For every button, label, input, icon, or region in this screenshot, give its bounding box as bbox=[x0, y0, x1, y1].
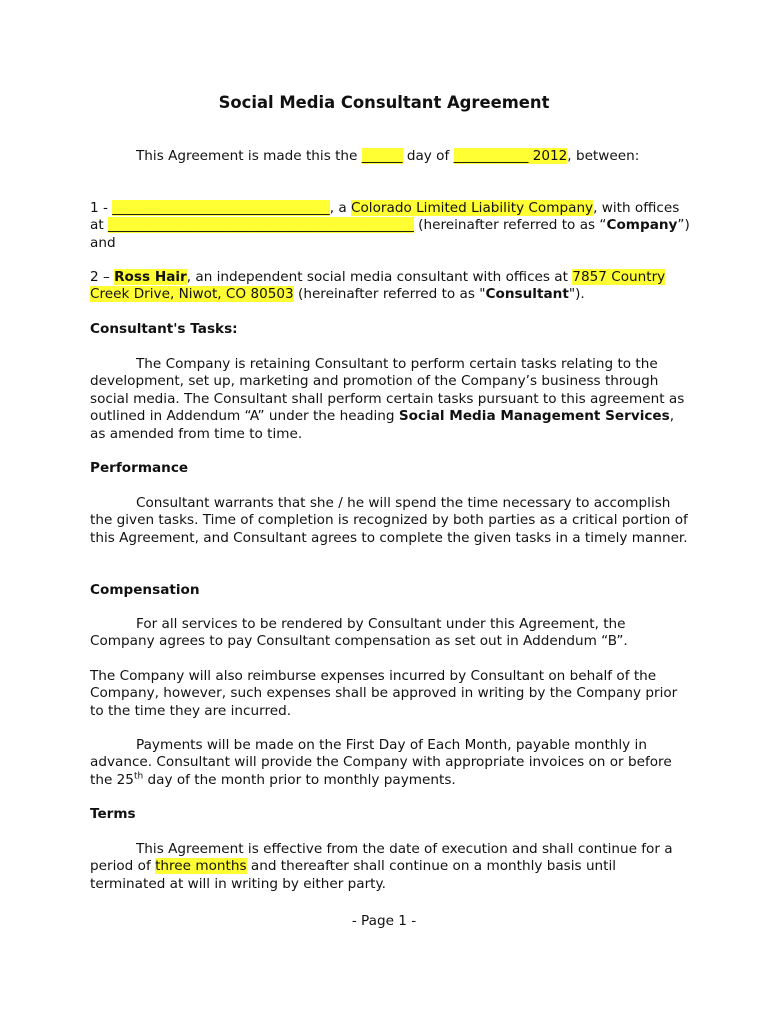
party-two-text-3: "). bbox=[568, 286, 585, 303]
party-two-address: 7857 Country Creek Drive, Niwot, CO 80503 bbox=[90, 269, 666, 303]
consultant-term: Consultant bbox=[485, 286, 569, 303]
party-one-prefix: 1 - bbox=[90, 200, 113, 216]
company-term: Company bbox=[606, 217, 678, 234]
performance-paragraph: Consultant warrants that she / he will spend the time necessary to accomplish the given tasks. Time of completion is recognized by both parties as a critical portion of this Agreement, and Consultant agrees to complete the given tasks in a timely manner. bbox=[90, 495, 688, 546]
party-one-text: , a bbox=[329, 200, 351, 216]
party-one-text-3: (hereinafter referred to as “ bbox=[413, 217, 607, 234]
terms-paragraph bbox=[90, 841, 690, 893]
intro-text-3: , between: bbox=[567, 148, 640, 164]
intro-paragraph bbox=[90, 148, 690, 165]
payments-text: Payments will be made on the First Day of Each Month, payable monthly in advance. Consultant will provide the Company with appropriate invoices on or before the 25 bbox=[90, 737, 672, 788]
performance-heading: Performance bbox=[90, 460, 189, 476]
party-one-text-4: ”) and bbox=[90, 217, 690, 251]
party-two-paragraph bbox=[90, 269, 690, 304]
terms-period: three months bbox=[155, 858, 247, 875]
party-one-name-blank: ________________________________ bbox=[112, 200, 330, 216]
document-title: Social Media Consultant Agreement bbox=[218, 93, 550, 112]
intro-text-2: day of bbox=[402, 148, 454, 164]
compensation-paragraph-2: The Company will also reimburse expenses incurred by Consultant on behalf of the Company, however, such expenses shall be approved in writing by the Company prior to the time they are incurred. bbox=[90, 668, 678, 719]
tasks-text: The Company is retaining Consultant to perform certain tasks relating to the development, set up, marketing and promotion of the Company’s business through social media. The Consultant shall perform certain tasks pursuant to this agreement as outlined in Addendum “A” under the heading bbox=[90, 356, 685, 425]
page-number: - Page 1 - bbox=[351, 913, 417, 929]
compensation-paragraph-1: For all services to be rendered by Consultant under this Agreement, the Company agrees to pay Consultant compensation as set out in Addendum “B”. bbox=[90, 616, 628, 650]
ordinal-suffix: th bbox=[133, 771, 144, 782]
party-two-text-2: (hereinafter referred to as " bbox=[293, 286, 486, 303]
tasks-paragraph bbox=[90, 356, 690, 443]
intro-text: This Agreement is made this the bbox=[136, 148, 362, 164]
party-one-entity-type: Colorado Limited Liability Company bbox=[351, 200, 594, 216]
party-one-address-blank: _____________________________________________ bbox=[107, 217, 414, 234]
tasks-heading: Consultant's Tasks: bbox=[90, 321, 238, 337]
party-two-prefix: 2 – bbox=[90, 269, 115, 285]
party-two-text: , an independent social media consultant with offices at bbox=[186, 269, 573, 285]
compensation-heading: Compensation bbox=[90, 582, 200, 598]
terms-text-2: and thereafter shall continue on a monthly basis until terminated at will in writing by either party. bbox=[90, 858, 617, 892]
tasks-bold-term: Social Media Management Services bbox=[398, 408, 670, 425]
party-one-paragraph bbox=[90, 200, 690, 252]
payments-text-2: day of the month prior to monthly payments. bbox=[143, 771, 456, 788]
tasks-text-2: , as amended from time to time. bbox=[90, 408, 675, 442]
compensation-paragraph-3 bbox=[90, 737, 690, 789]
party-one-text-2: , with offices at bbox=[90, 200, 680, 234]
terms-heading: Terms bbox=[90, 806, 136, 822]
party-two-name: Ross Hair bbox=[114, 269, 187, 285]
terms-text: This Agreement is effective from the date of execution and shall continue for a period of bbox=[90, 841, 673, 875]
month-blank: ___________ 2012 bbox=[453, 148, 568, 164]
day-blank: ______ bbox=[361, 148, 403, 164]
